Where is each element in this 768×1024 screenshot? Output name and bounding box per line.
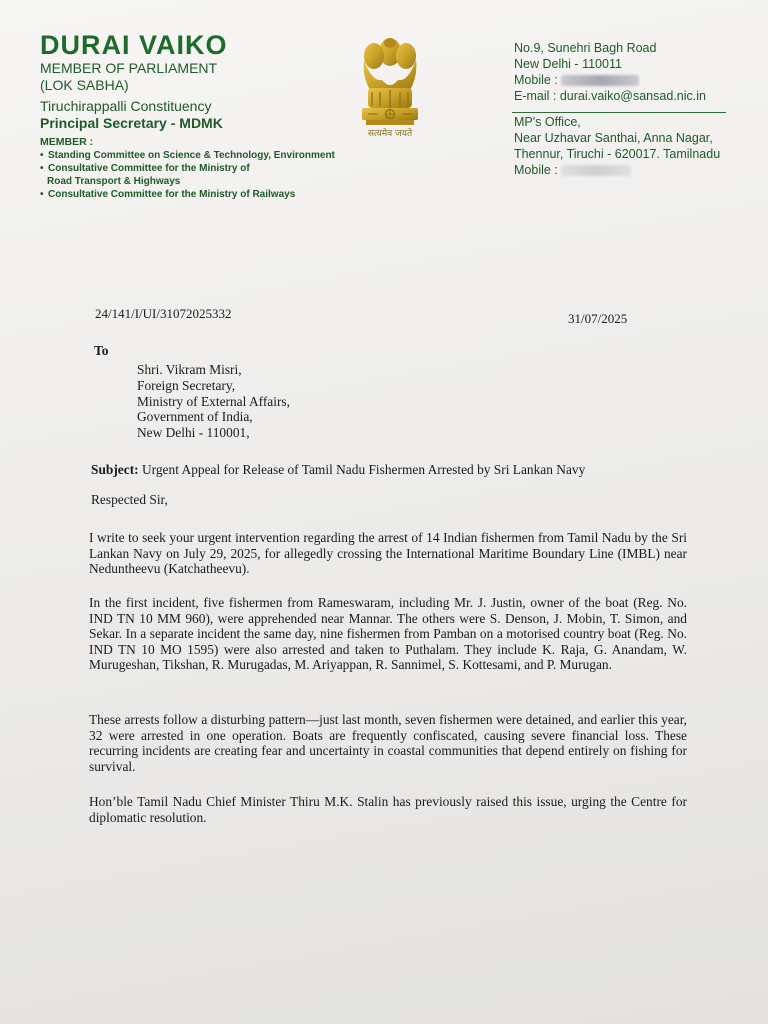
body-paragraph-3: These arrests follow a disturbing pattern—just last month, seven fishermen were detained, and earlier this year, 32 were arrested in one operation. Boats are frequently confiscated, causing severe financial loss. These recurring incidents are creating fear and uncertainty in coastal communities that depend entirely on fishing for survival. [89,712,687,774]
party-role: Principal Secretary - MDMK [40,115,223,131]
delhi-address-line-2: New Delhi - 110011 [514,57,622,71]
member-label: MEMBER : [40,136,94,148]
mp-name: DURAI VAIKO [40,30,228,60]
letter-date: 31/07/2025 [568,311,628,326]
letterhead-right [514,40,744,178]
letterhead-left [40,30,340,201]
constituency: Tiruchirappalli Constituency [40,98,212,114]
mp-title-line-1: MEMBER OF PARLIAMENT [40,60,218,76]
salutation: Respected Sir, [91,492,168,507]
emblem-motto: सत्यमेव जयते [367,129,413,139]
subject-line [91,462,711,478]
redacted-phone-number [561,165,631,176]
body-paragraph-1: I write to seek your urgent intervention regarding the arrest of 14 Indian fishermen from Tamil Nadu by the Sri Lankan Navy on July 29, 2025, for allegedly crossing the International Maritime Boundary Line (IMBL) near Neduntheevu (Katchatheevu). [89,530,687,576]
membership-item: • Consultative Committee for the Ministry of [40,163,250,174]
recipient-line: Foreign Secretary, [137,377,236,393]
email: E-mail : durai.vaiko@sansad.nic.in [514,89,706,103]
reference-number: 24/141/I/UI/31072025332 [95,306,232,321]
recipient-line: Government of India, [137,409,253,425]
office-address-line-1: MP's Office, [514,115,581,129]
letterhead-divider [512,112,726,113]
membership-item: • Standing Committee on Science & Technology, Environment [40,150,335,161]
mp-title-line-2: (LOK SABHA) [40,77,129,93]
office-address-line-2: Near Uzhavar Santhai, Anna Nagar, [514,131,713,145]
subject-label: Subject: [91,462,139,477]
recipient-line: Ministry of External Affairs, [137,393,290,409]
office-address-line-3: Thennur, Tiruchi - 620017. Tamilnadu [514,147,721,161]
body-paragraph-2: In the first incident, five fishermen from Rameswaram, including Mr. J. Justin, owner of the boat (Reg. No. IND TN 10 MM 960), were apprehended near Mannar. The others were S. Denson, J. Mobin, T. Simon, and Sekar. In a separate incident the same day, nine fishermen from Pamban on a motorised country boat (Reg. No. IND TN 10 MO 1595) were also arrested and taken to Puthalam. They include K. Raja, G. Anandam, W. Murugeshan, Tikshan, R. Murugadas, M. Ariyappan, R. Sannimel, S. Kottesami, and P. Murugan. [89,595,687,672]
membership-item-continued: Road Transport & Highways [47,176,181,187]
membership-item: • Consultative Committee for the Ministry of Railways [40,189,296,200]
to-label: To [94,343,109,358]
redacted-phone-number [561,75,639,86]
recipient-line: New Delhi - 110001, [137,425,250,441]
recipient-line: Shri. Vikram Misri, [137,362,242,377]
delhi-address-line-1: No.9, Sunehri Bagh Road [514,41,657,55]
body-paragraph-4: Hon’ble Tamil Nadu Chief Minister Thiru M.K. Stalin has previously raised this issue, urging the Centre for diplomatic resolution. [89,794,687,825]
recipient-address [137,362,290,441]
subject-text: Urgent Appeal for Release of Tamil Nadu Fishermen Arrested by Sri Lankan Navy [141,462,586,477]
delhi-mobile: Mobile : [514,72,744,88]
office-mobile: Mobile : [514,162,744,178]
